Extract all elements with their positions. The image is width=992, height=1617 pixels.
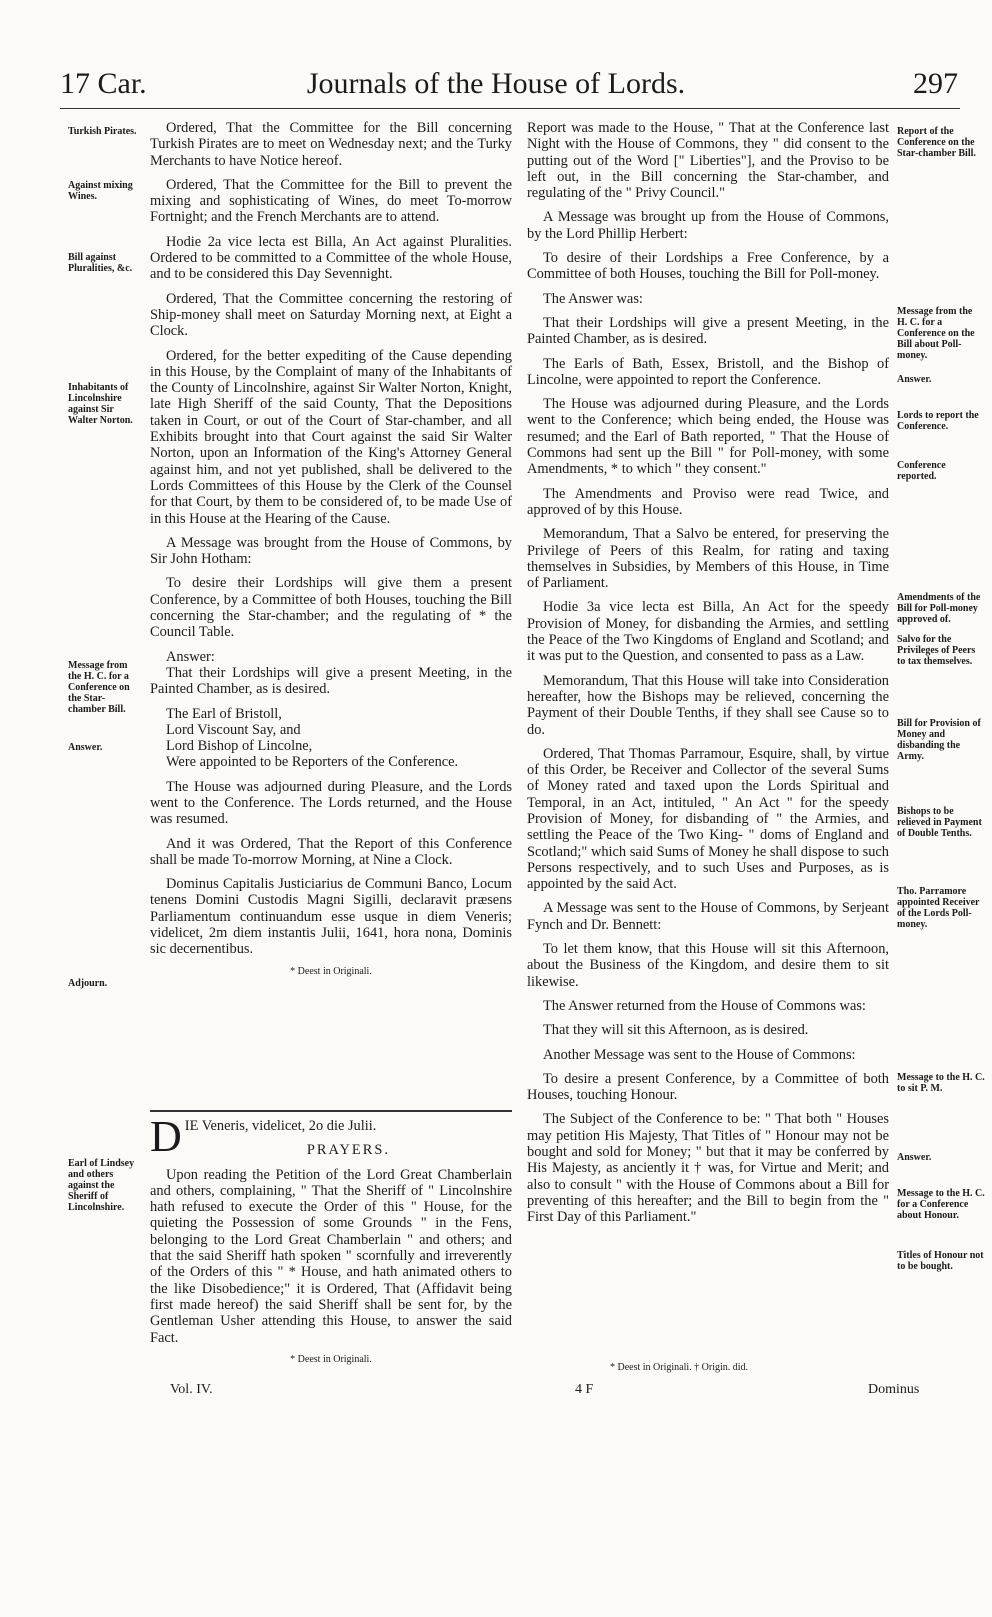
left-paragraph: And it was Ordered, That the Report of this Conference shall be made To-morrow Morning, at Nine a Clock. [150, 835, 512, 868]
page-number: 297 [913, 67, 958, 100]
page-title: Journals of the House of Lords. [306, 67, 686, 100]
left-column-day [150, 1112, 512, 1374]
footnote: * Deest in Originali. [290, 965, 372, 977]
margin-note: Tho. Parramore appointed Receiver of the Lords Poll-money. [897, 886, 980, 930]
margin-note: Bishops to be relieved in Payment of Double Tenths. [897, 806, 982, 839]
right-paragraph: The Earls of Bath, Essex, Bristoll, and the Bishop of Lincolne, were appointed to report the Conference. [527, 355, 889, 388]
right-paragraph: A Message was sent to the House of Commons, by Serjeant Fynch and Dr. Bennett: [527, 900, 889, 933]
left-paragraph: To desire their Lordships will give them a present Conference, by a Committee of both Houses, touching the Bill concerning the Star-chamber; and the regulating of * the Council Table. [150, 575, 512, 641]
margin-note: Lords to report the Conference. [897, 410, 979, 432]
right-paragraph: The Subject of the Conference to be: " That both " Houses may petition His Majesty, That Titles of " Honour may not be bought and sold for Money; " but that it may be conferred by His Majesty, as anciently it † was, for Virtue and Merit; and also to consult " with the House of Commons about a Bill for preventing of this hereafter; and the Bill to begin from the " First Day of this Parliament." [527, 1111, 889, 1226]
left-paragraph: Ordered, That the Committee for the Bill to prevent the mixing and sophisticating of Wines, do meet To-morrow Fortnight; and the French Merchants are to attend. [150, 176, 512, 226]
day-heading: IE Veneris, videlicet, 2o die Julii. [184, 1118, 377, 1134]
margin-note: Message from the H. C. for a Conference on the Bill about Poll-money. [897, 306, 975, 361]
catchword: Dominus [868, 1382, 920, 1397]
margin-note: Turkish Pirates. [68, 126, 137, 137]
right-paragraph: To let them know, that this House will sit this Afternoon, about the Business of the Kingdom, and desire them to sit likewise. [527, 941, 889, 990]
margin-note: Conference reported. [897, 460, 946, 482]
left-line: Lord Viscount Say, and [166, 721, 301, 738]
margin-note: Message to the H. C. for a Conference about Honour. [897, 1188, 985, 1221]
margin-note: Inhabitants of Lincolnshire against Sir Walter Norton. [68, 382, 133, 426]
right-paragraph: The Answer returned from the House of Commons was: [543, 997, 866, 1014]
right-paragraph: Memorandum, That this House will take into Consideration hereafter, how the Bishops may be relieved, concerning the Payment of their Double Tenths, if they shall see Cause so to do. [527, 672, 889, 738]
left-line: The Earl of Bristoll, [166, 705, 282, 722]
header-rule [60, 108, 960, 109]
margin-note: Message from the H. C. for a Conference on the Star-chamber Bill. [68, 660, 130, 715]
right-paragraph: That they will sit this Afternoon, as is desired. [543, 1022, 809, 1039]
margin-note: Amendments of the Bill for Poll-money approved of. [897, 592, 981, 625]
prayers-heading: PRAYERS. [306, 1142, 390, 1159]
right-paragraph: A Message was brought up from the House of Commons, by the Lord Phillip Herbert: [527, 209, 889, 242]
left-paragraph: A Message was brought from the House of Commons, by Sir John Hotham: [150, 534, 512, 568]
margin-note: Earl of Lindsey and others against the Sheriff of Lincolnshire. [68, 1158, 135, 1213]
margin-note: Answer. [68, 742, 103, 753]
margin-note: Bill for Provision of Money and disbanding the Army. [897, 718, 981, 762]
right-paragraph: Hodie 3a vice lecta est Billa, An Act for the speedy Provision of Money, for disbanding the Armies, and settling the Peace of the Two Kingdoms of England and Scotland; and it was put to the Question, and consented to pass as a Law. [527, 599, 889, 665]
left-paragraph: Ordered, for the better expediting of the Cause depending in this House, by the Complaint of many of the Inhabitants of the County of Lincolnshire, against Sir Walter Norton, Knight, late High Sheriff of the said County, That the Depositions taken in Court, or out of the Court of Star-chamber, and all Exhibits brought into that Court against the said Sir Walter Norton, upon an Information of the King's Attorney General against him, and not yet published, shall be delivered to the Lords Committees of this House by the Clerk of the Counsel for that Court, by them to be considered of, to be made Use of in this House at the Hearing of the Cause. [150, 347, 512, 527]
left-paragraph: Hodie 2a vice lecta est Billa, An Act against Pluralities. Ordered to be committed to a Committee of the whole House, and to be considered this Day Sevennight. [150, 233, 512, 283]
right-paragraph: Report was made to the House, " That at the Conference last Night with the House of Commons, they " did consent to the putting out of the Word [" Liberties"], and the Proviso to be left out, in the Bill concerning the Star-chamber, and regulating of the " Privy Council." [527, 120, 889, 202]
left-paragraph: Were appointed to be Reporters of the Conference. [166, 754, 459, 771]
left-paragraph: That their Lordships will give a present Meeting, in the Painted Chamber, as is desired. [150, 664, 512, 698]
right-column [527, 120, 889, 1234]
right-paragraph: The House was adjourned during Pleasure, and the Lords went to the Conference; which being ended, the House was resumed; and the Earl of Bath reported, " That the House of Commons had sent up the Bill " for Poll-money, with some Amendments, * to which " they consent." [527, 396, 889, 478]
left-paragraph: The House was adjourned during Pleasure, and the Lords went to the Conference. The Lords returned, and the House was resumed. [150, 778, 512, 828]
margin-note: Bill against Pluralities, &c. [68, 252, 133, 274]
left-paragraph: Dominus Capitalis Justiciarius de Communi Banco, Locum tenens Domini Custodis Magni Sigilli, declaravit præsens Parliamentum continuandum esse usque in diem Veneris; videlicet, 2m diem instantis Julii, 1641, hora nona, Dominis sic decernentibus. [150, 876, 512, 958]
margin-note: Answer. [897, 1152, 932, 1163]
day-separator [150, 1110, 512, 1112]
signature-mark: 4 F [575, 1382, 594, 1397]
footnote: * Deest in Originali. [290, 1353, 372, 1365]
margin-note: Titles of Honour not to be bought. [897, 1250, 984, 1272]
regnal-year: 17 Car. [60, 67, 147, 100]
right-paragraph: Memorandum, That a Salvo be entered, for preserving the Privilege of Peers of this Realm, for rating and taxing themselves in Subsidies, by Members of this House, in Time of Parliament. [527, 526, 889, 592]
right-paragraph: The Amendments and Proviso were read Twice, and approved of by this House. [527, 485, 889, 518]
left-line: Lord Bishop of Lincolne, [166, 738, 313, 755]
drop-cap: D [150, 1112, 182, 1161]
margin-note: Answer. [897, 374, 932, 385]
left-column [150, 120, 512, 986]
right-paragraph: To desire of their Lordships a Free Conference, by a Committee of both Houses, touching the Bill for Poll-money. [527, 250, 889, 283]
margin-note: Adjourn. [68, 978, 108, 989]
margin-note: Salvo for the Privileges of Peers to tax themselves. [897, 634, 976, 667]
left-paragraph: Ordered, That the Committee concerning the restoring of Ship-money shall meet on Saturday Morning next, at Eight a Clock. [150, 290, 512, 340]
left-paragraph: Ordered, That the Committee for the Bill concerning Turkish Pirates are to meet on Wednesday next; and the Turky Merchants to have Notice hereof. [150, 120, 512, 169]
right-paragraph: The Answer was: [543, 290, 643, 307]
volume-label: Vol. IV. [170, 1382, 213, 1397]
right-paragraph: Another Message was sent to the House of Commons: [543, 1046, 856, 1063]
footnote: * Deest in Originali. † Origin. did. [610, 1362, 749, 1373]
left-line: Answer: [166, 648, 215, 665]
left-paragraph: Upon reading the Petition of the Lord Great Chamberlain and others, complaining, " That the Sheriff of " Lincolnshire hath refused to execute the Order of this " House, for the quieting the Possession of some Grounds " in the Fens, belonging to the Lord Great Chamberlain " and others; and that the said Sheriff hath spoken " scornfully and irreverently of the Orders of this " * House, and hath animated others to the like Disobedience;" it is Ordered, That (Affidavit being first made hereof) the said Sheriff shall be sent for, by the Gentleman Usher attending this House, to answer the said Fact. [150, 1166, 512, 1346]
margin-note: Report of the Conference on the Star-chamber Bill. [897, 126, 976, 159]
margin-note: Message to the H. C. to sit P. M. [897, 1072, 985, 1094]
right-paragraph: That their Lordships will give a present Meeting, in the Painted Chamber, as is desired. [527, 314, 889, 348]
right-paragraph: Ordered, That Thomas Parramour, Esquire, shall, by virtue of this Order, be Receiver and Collector of the several Sums of Money rated and taxed upon the Lords Spiritual and Temporal, in an Act, intituled, " An Act " for the speedy Provision of Money, for disbanding of " the Armies, and settling the Peace of the Two King- " doms of England and Scotland;" which said Sums of Money he shall dispose to such Persons respectively, and to such Uses and Purposes, as is appointed by the said Act. [527, 745, 889, 893]
right-paragraph: To desire a present Conference, by a Committee of both Houses, touching Honour. [527, 1070, 889, 1104]
margin-note: Against mixing Wines. [68, 180, 133, 202]
